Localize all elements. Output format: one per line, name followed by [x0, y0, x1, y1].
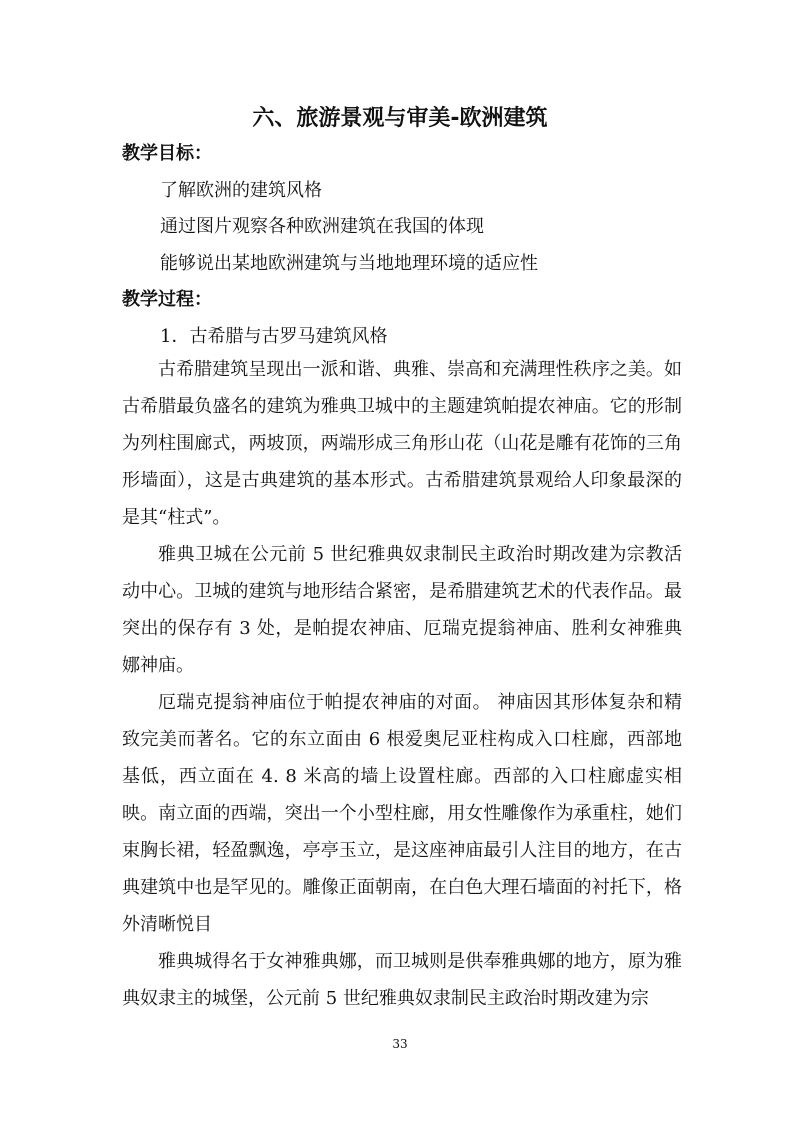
process-heading: 教学过程：	[122, 289, 212, 310]
goal-item-2: 通过图片观察各种欧洲建筑在我国的体现	[160, 216, 484, 237]
paragraph-2: 雅典卫城在公元前 5 世纪雅典奴隶制民主政治时期改建为宗教活动中心。卫城的建筑与地形结合紧密，是希腊建筑艺术的代表作品。最突出的保存有 3 处，是帕提农神庙、厄瑞克提翁神庙、胜利女神雅典娜神庙。	[122, 544, 682, 676]
paragraph-1: 古希腊建筑呈现出一派和谐、典雅、崇高和充满理性秩序之美。如古希腊最负盛名的建筑为雅典卫城中的主题建筑帕提农神庙。它的形制为列柱围廊式，两坡顶，两端形成三角形山花（山花是雕有花饰的三角形墙面），这是古典建筑的基本形式。古希腊建筑景观给人印象最深的是其“柱式”。	[122, 359, 682, 528]
goal-item-3: 能够说出某地欧洲建筑与当地地理环境的适应性	[160, 253, 538, 274]
paragraph-3: 厄瑞克提翁神庙位于帕提农神庙的对面。 神庙因其形体复杂和精致完美而著名。它的东立面由 6 根爱奥尼亚柱构成入口柱廊，西部地基低，西立面在 4. 8 米高的墙上设置柱廊。西部的入口柱廊虚实相映。南立面的西端，突出一个小型柱廊，用女性雕像作为承重柱，她们束胸长裙，轻盈飘逸，亭亭玉立，是这座神庙最引人注目的地方，在古典建筑中也是罕见的。雕像正面朝南，在白色大理石墙面的衬托下，格外清晰悦目	[122, 692, 682, 935]
paragraph-4: 雅典城得名于女神雅典娜，而卫城则是供奉雅典娜的地方，原为雅典奴隶主的城堡，公元前 5 世纪雅典奴隶制民主政治时期改建为宗	[122, 951, 682, 1009]
page-number: 33	[392, 1037, 408, 1051]
section-1-title: 1．古希腊与古罗马建筑风格	[160, 326, 388, 347]
page-title: 六、旅游景观与审美-欧洲建筑	[252, 106, 548, 131]
goals-heading: 教学目标：	[122, 143, 212, 164]
goal-item-1: 了解欧洲的建筑风格	[160, 180, 322, 201]
